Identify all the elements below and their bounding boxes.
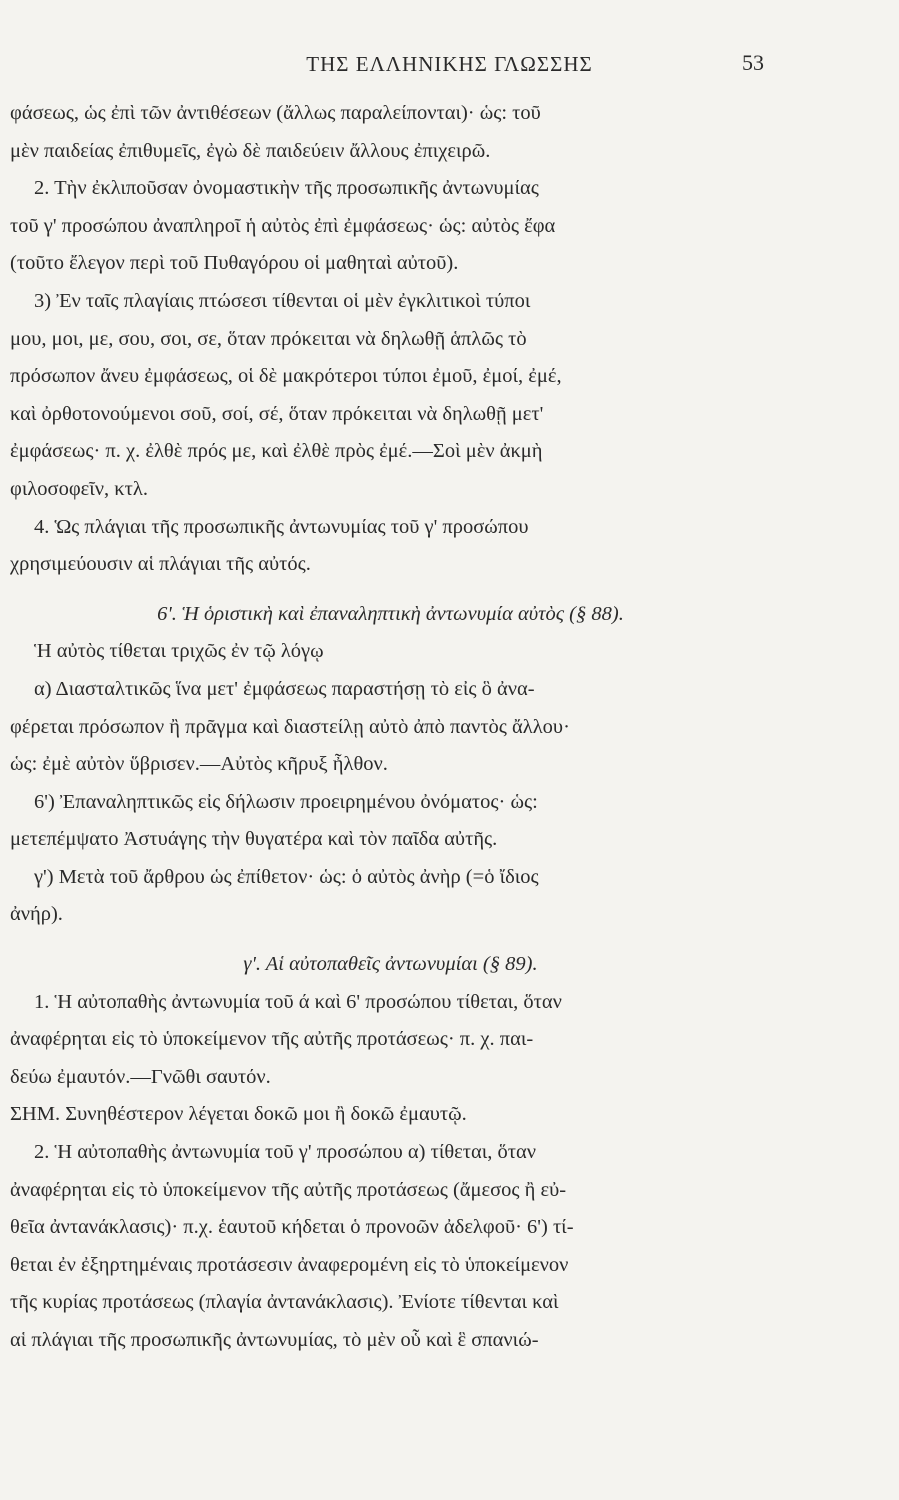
text-line: ἀναφέρηται εἰς τὸ ὑποκείμενον τῆς αὐτῆς προτάσεως· π. χ. παι- [10, 1028, 534, 1051]
text-line: μὲν παιδείας ἐπιθυμεῖς, ἐγὼ δὲ παιδεύειν ἄλλους ἐπιχειρῶ. [10, 139, 491, 162]
text-line: 3) Ἐν ταῖς πλαγίαις πτώσεσι τίθενται οἱ μὲν ἐγκλιτικοὶ τύποι [34, 289, 531, 312]
text-line: καὶ ὀρθοτονούμενοι σοῦ, σοί, σέ, ὅταν πρόκειται νὰ δηλωθῇ μετ' [10, 402, 544, 425]
text-line: 6') Ἐπαναληπτικῶς εἰς δήλωσιν προειρημένου ὀνόματος· ὡς: [34, 790, 538, 813]
text-line: φάσεως, ὡς ἐπὶ τῶν ἀντιθέσεων (ἄλλως παραλείπονται)· ὡς: τοῦ [10, 102, 541, 124]
text-line: μου, μοι, με, σου, σοι, σε, ὅταν πρόκειται νὰ δηλωθῇ ἁπλῶς τὸ [10, 327, 527, 350]
section-heading: 6'. Ἡ ὁριστικὴ καὶ ἐπαναληπτικὴ ἀντωνυμία αὐτὸς (§ 88). [157, 602, 624, 625]
text-line: 2. Ἡ αὐτοπαθὴς ἀντωνυμία τοῦ γ' προσώπου α) τίθεται, ὅταν [34, 1141, 537, 1164]
text-line: 1. Ἡ αὐτοπαθὴς ἀντωνυμία τοῦ ά καὶ 6' προσώπου τίθεται, ὅταν [34, 990, 562, 1013]
text-line: τοῦ γ' προσώπου ἀναπληροῖ ἡ αὐτὸς ἐπὶ ἐμφάσεως· ὡς: αὐτὸς ἔφα [10, 214, 556, 237]
text-line: Ἡ αὐτὸς τίθεται τριχῶς ἐν τῷ λόγῳ [34, 640, 324, 663]
text-line: θεῖα ἀντανάκλασις)· π.χ. ἑαυτοῦ κήδεται ὁ προνοῶν ἀδελφοῦ· 6') τί- [10, 1216, 574, 1239]
page-number: 53 [742, 50, 764, 75]
section-heading: γ'. Αἱ αὐτοπαθεῖς ἀντωνυμίαι (§ 89). [243, 953, 538, 976]
text-line: θεται ἐν ἐξηρτημέναις προτάσεσιν ἀναφερομένη εἰς τὸ ὑποκείμενον [10, 1253, 569, 1276]
text-line: φέρεται πρόσωπον ἢ πρᾶγμα καὶ διαστείλῃ αὐτὸ ἀπὸ παντὸς ἄλλου· [10, 715, 570, 738]
text-line: ἀναφέρηται εἰς τὸ ὑποκείμενον τῆς αὐτῆς προτάσεως (ἄμεσος ἢ εὐ- [10, 1178, 567, 1201]
note-line: ΣΗΜ. Συνηθέστερον λέγεται δοκῶ μοι ἢ δοκῶ ἐμαυτῷ. [10, 1103, 467, 1126]
text-line: χρησιμεύουσιν αἱ πλάγιαι τῆς αὐτός. [10, 553, 311, 576]
text-line: ὡς: ἐμὲ αὐτὸν ὕβρισεν.—Αὐτὸς κῆρυξ ἦλθον. [10, 753, 388, 776]
text-line: πρόσωπον ἄνευ ἐμφάσεως, οἱ δὲ μακρότεροι τύποι ἐμοῦ, ἐμοί, ἐμέ, [10, 365, 562, 388]
text-line: 4. Ὡς πλάγιαι τῆς προσωπικῆς ἀντωνυμίας τοῦ γ' προσώπου [34, 515, 529, 538]
text-line: ἐμφάσεως· π. χ. ἐλθὲ πρός με, καὶ ἐλθὲ πρὸς ἐμέ.—Σοὶ μὲν ἀκμὴ [10, 440, 543, 463]
text-line: 2. Τὴν ἐκλιποῦσαν ὀνομαστικὴν τῆς προσωπικῆς ἀντωνυμίας [34, 177, 539, 200]
text-line: δεύω ἐμαυτόν.—Γνῶθι σαυτόν. [10, 1065, 271, 1088]
text-line: α) Διασταλτικῶς ἵνα μετ' ἐμφάσεως παραστήσῃ τὸ εἰς ὃ ἀνα- [34, 677, 535, 700]
text-line: τῆς κυρίας προτάσεως (πλαγία ἀντανάκλασις). Ἐνίοτε τίθενται καὶ [10, 1291, 559, 1314]
text-line: φιλοσοφεῖν, κτλ. [10, 477, 148, 500]
text-line: ἀνήρ). [10, 903, 63, 926]
text-line: γ') Μετὰ τοῦ ἄρθρου ὡς ἐπίθετον· ὡς: ὁ αὐτὸς ἀνὴρ (=ὁ ἴδιος [34, 865, 539, 888]
running-title: ΤΗΣ ΕΛΛΗΝΙΚΗΣ ΓΛΩΣΣΗΣ [306, 52, 593, 76]
text-line: μετεπέμψατο Ἀστυάγης τὴν θυγατέρα καὶ τὸν παῖδα αὐτῆς. [10, 828, 498, 851]
body-text [10, 95, 771, 1360]
text-line: αἱ πλάγιαι τῆς προσωπικῆς ἀντωνυμίας, τὸ μὲν οὗ καὶ ἓ σπανιώ- [10, 1329, 539, 1351]
text-line: (τοῦτο ἔλεγον περὶ τοῦ Πυθαγόρου οἱ μαθηταὶ αὐτοῦ). [10, 252, 459, 275]
